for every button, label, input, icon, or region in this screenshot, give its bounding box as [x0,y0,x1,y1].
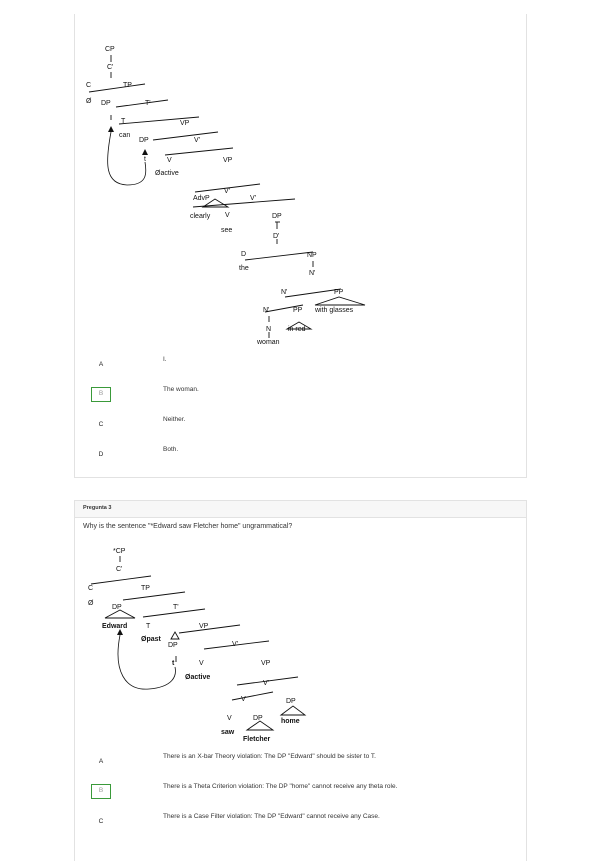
tree-2-node: Ø [88,600,94,607]
option-a-letter[interactable]: A [98,758,104,765]
tree-2-node: V [199,660,204,667]
tree-1-node: C [86,82,92,89]
tree-2-node: saw [221,729,235,736]
tree-1-node: CP [105,46,115,53]
tree-2-node: t [172,660,175,667]
tree-2-node: V' [263,680,270,687]
tree-2-node: V' [232,641,239,648]
option-c-letter[interactable]: C [98,818,104,825]
question-text: Why is the sentence "*Edward saw Fletcher home" ungrammatical? [83,523,293,530]
option-c-letter[interactable]: C [98,421,104,428]
tree-2-node: *CP [113,548,126,555]
tree-1-node: can [119,132,131,139]
tree-2-node: VP [261,660,271,667]
tree-2-node: V [227,715,232,722]
tree-1-node: in red [288,326,306,333]
tree-2-node: C [88,585,94,592]
tree-2-node: TP [141,585,150,592]
tree-2-node: home [281,718,300,725]
tree-1-node: PP [334,289,344,296]
tree-2-node: Fletcher [243,736,271,743]
syntax-tree-1 [75,14,526,354]
tree-1-node: C' [107,64,114,71]
tree-1-node: NP [307,252,317,259]
tree-1-node: V' [250,195,257,202]
question-number-label: Pregunta 3 [83,505,112,511]
question-card-2 [74,500,527,861]
option-b-text[interactable]: There is a Theta Criterion violation: The DP "home" cannot receive any theta role. [163,783,398,790]
tree-1-lines [89,55,341,338]
tree-1-node: AdvP [193,195,210,202]
option-b-text[interactable]: The woman. [163,386,199,393]
tree-2-node: DP [286,698,296,705]
tree-1-node: TP [123,82,132,89]
option-a-text[interactable]: I. [163,356,167,363]
tree-1-node: T' [145,100,151,107]
tree-1-node: N' [263,307,270,314]
tree-2-node: DP [253,715,263,722]
option-c-text[interactable]: There is a Case Filter violation: The DP "Edward" cannot receive any Case. [163,813,380,820]
tree-1-node: N' [309,270,316,277]
tree-1-node: Øactive [155,170,179,177]
tree-2-node: Edward [102,623,128,630]
tree-2-node: V [241,696,246,703]
tree-1-node: V [167,157,172,164]
tree-1-node: T [121,118,126,125]
option-d-text[interactable]: Both. [163,446,179,453]
tree-1-node: D [241,251,247,258]
tree-1-node: VP [180,120,190,127]
tree-1-node: t [144,156,146,163]
tree-1-node: V' [224,188,231,195]
tree-1-node: with glasses [315,307,354,314]
tree-1-node: Ø [86,98,92,105]
tree-2-node: DP [168,642,178,649]
tree-1-node: the [239,265,249,272]
tree-1-node: PP [293,307,303,314]
option-b-selected-box[interactable]: B [91,784,111,799]
option-a-letter[interactable]: A [98,361,104,368]
tree-1-node: DP [139,137,149,144]
tree-2-node: Øpast [141,636,161,643]
question-card-1 [74,14,527,478]
tree-2-node: T [146,623,151,630]
movement-arrow-2 [118,635,175,689]
tree-1-node: see [221,227,233,234]
option-a-text[interactable]: There is an X-bar Theory violation: The DP "Edward" should be sister to T. [163,753,376,760]
option-c-text[interactable]: Neither. [163,416,186,423]
option-d-letter[interactable]: D [98,451,104,458]
syntax-tree-2 [75,501,526,746]
arrowhead-1 [108,126,114,132]
tree-1-node: N [266,326,272,333]
tree-2-node: Øactive [185,674,211,681]
tree-1-node: DP [101,100,111,107]
tree-1-node: V' [194,137,201,144]
tree-1-node: N' [281,289,288,296]
tree-2-node: DP [112,604,122,611]
tree-1-node: V [225,212,230,219]
tree-1-node: clearly [190,213,211,220]
tree-1-node: woman [257,339,280,346]
tree-1-node: DP [272,213,282,220]
tree-2-node: T' [173,604,179,611]
tree-2-node: VP [199,623,209,630]
option-b-selected-box[interactable]: B [91,387,111,402]
tree-1-node: D' [273,233,280,240]
arrowhead-2 [142,149,148,155]
tree-2-node: C' [116,566,123,573]
tree-1-node: VP [223,157,233,164]
